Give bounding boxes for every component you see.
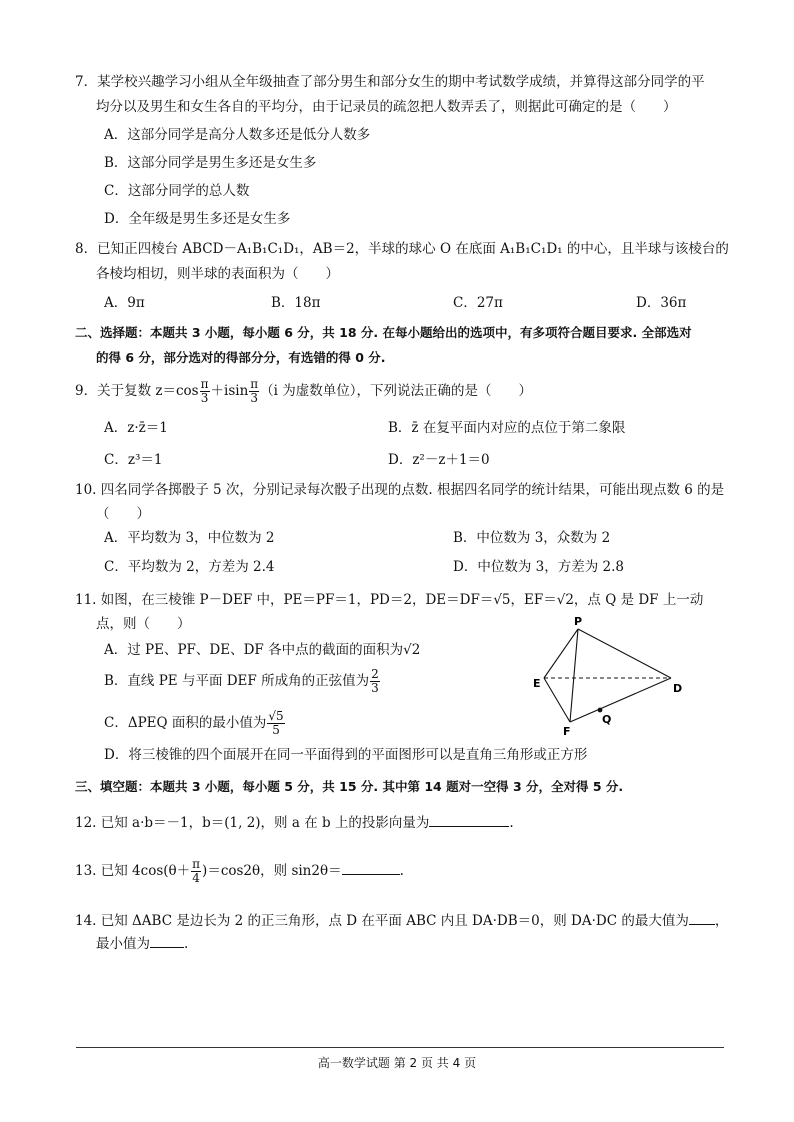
q10-stem-line1: 10. 四名同学各掷骰子 5 次，分别记录每次骰子出现的点数. 根据四名同学的统计结果，可能出现点数 6 的是 [75,482,725,498]
q11-option-b [104,668,381,695]
q14-stem-line1-text: 14. 已知 ΔABC 是边长为 2 的正三角形，点 D 在平面 ABC 内且 DA·DB＝0，则 DA·DC 的最大值为 [75,913,689,929]
q14-stem-line1-suffix: ， [714,913,729,929]
q13-frac-den: 4 [192,871,200,885]
q8-option-d: D．36π [636,295,687,311]
section3-heading: 三、填空题：本题共 3 小题，每小题 5 分，共 15 分. 其中第 14 题对一空得 3 分，全对得 5 分. [75,779,624,794]
q8-stem-line1: 8．已知正四棱台 ABCD－A₁B₁C₁D₁，AB＝2，半球的球心 O 在底面 A₁B₁C₁D₁ 的中心，且半球与该棱台的 [75,241,729,257]
q14-stem-line1 [75,910,728,931]
edge-pf [570,629,578,722]
q11-option-a: A．过 PE、PF、DE、DF 各中点的截面的面积为√2 [104,642,421,658]
q13-fraction [191,858,201,885]
q11-option-d: D．将三棱锥的四个面展开在同一平面得到的平面图形可以是直角三角形或正方形 [104,747,588,763]
q9-stem [75,378,532,405]
label-f: F [563,725,571,738]
q12-stem [75,812,514,833]
page-footer: 高一数学试题 第 2 页 共 4 页 [317,1056,477,1070]
q13-answer-blank [342,860,400,875]
section2-heading-line1: 二、选择题：本题共 3 小题，每小题 6 分，共 18 分. 在每小题给出的选项中，有多项符合题目要求. 全部选对 [75,325,692,340]
q10-option-c: C．平均数为 2，方差为 2.4 [104,559,275,575]
q9-option-c: C．z³＝1 [104,452,163,468]
q11-option-b-den: 3 [371,681,379,695]
q14-stem-line2 [96,933,188,954]
q9-frac2-num: π [250,377,259,391]
q9-option-a: A．z·z̄＝1 [104,420,168,436]
q10-option-d: D．中位数为 3，方差为 2.8 [453,559,624,575]
q9-stem-prefix: 9．关于复数 z＝cos [75,383,199,399]
q11-stem-line1: 11. 如图，在三棱锥 P－DEF 中，PE＝PF＝1，PD＝2，DE＝DF＝√5，EF＝√2，点 Q 是 DF 上一动 [75,592,704,608]
q7-option-c: C．这部分同学的总人数 [104,183,250,199]
tetrahedron-figure [528,612,698,740]
q14-stem-line2-suffix: . [184,936,189,952]
q8-option-a: A．9π [104,295,145,311]
edge-fd [570,678,671,722]
q12-stem-prefix: 12. 已知 a·b＝－1，b＝(1, 2)，则 a 在 b 上的投影向量为 [75,815,430,831]
q11-option-c [104,710,286,737]
q11-option-c-text: C．ΔPEQ 面积的最小值为 [104,715,267,731]
point-q [598,708,603,713]
q7-stem-line2: 均分以及男生和女生各自的平均分，由于记录员的疏忽把人数弄丢了，则据此可确定的是（ ） [96,99,677,115]
q12-stem-suffix: . [509,815,514,831]
q11-option-b-text: B．直线 PE 与平面 DEF 所成角的正弦值为 [104,673,370,689]
q9-fraction-2 [249,378,259,405]
label-q: Q [602,713,612,726]
q13-stem-suffix: . [399,863,404,879]
footer-divider [76,1047,724,1048]
q10-option-b: B．中位数为 3，众数为 2 [453,530,611,546]
q9-frac1-num: π [200,377,209,391]
q14-stem-line2-text: 最小值为 [96,936,150,952]
edge-pe [544,629,578,678]
q9-option-b: B．z̄ 在复平面内对应的点位于第二象限 [388,420,626,436]
q7-option-d: D．全年级是男生多还是女生多 [104,211,291,227]
q8-option-b: B．18π [271,295,321,311]
q9-stem-suffix: （i 为虚数单位），下列说法正确的是（ ） [260,383,533,399]
q11-option-c-fraction [267,710,284,737]
q11-option-b-fraction [370,668,380,695]
section2-heading-line2: 的得 6 分，部分选对的得部分分，有选错的得 0 分. [96,350,386,365]
q11-option-b-num: 2 [371,667,379,681]
q13-stem [75,858,404,885]
q11-stem-line2: 点，则（ ） [96,616,191,632]
q9-stem-mid: ＋isin [210,383,249,399]
label-e: E [533,677,541,690]
q8-option-c: C．27π [453,295,503,311]
q9-frac2-den: 3 [250,391,259,405]
q7-option-a: A．这部分同学是高分人数多还是低分人数多 [104,127,371,143]
q10-option-a: A．平均数为 3，中位数为 2 [104,530,275,546]
q13-stem-prefix: 13. 已知 4cos(θ＋ [75,863,191,879]
edge-ef [544,678,570,722]
q13-stem-mid: )＝cos2θ，则 sin2θ＝ [202,863,342,879]
q10-stem-line2: （ ） [96,506,150,522]
q11-option-c-den: 5 [272,723,280,737]
q9-fraction-1 [200,378,210,405]
q7-stem-line1: 7．某学校兴趣学习小组从全年级抽查了部分男生和部分女生的期中考试数学成绩，并算得这部分同学的平 [75,74,705,90]
edge-pd [578,629,671,678]
q7-option-b: B．这部分同学是男生多还是女生多 [104,155,317,171]
q8-stem-line2: 各棱均相切，则半球的表面积为（ ） [96,266,339,282]
q11-option-c-num: √5 [268,709,284,723]
q9-frac1-den: 3 [200,391,209,405]
q12-answer-blank [429,812,509,827]
q9-option-d: D．z²－z＋1＝0 [388,452,490,468]
q13-frac-num: π [192,857,201,871]
label-p: P [574,615,583,628]
q14-min-blank [150,933,184,948]
label-d: D [673,682,683,695]
q14-max-blank [689,910,715,925]
